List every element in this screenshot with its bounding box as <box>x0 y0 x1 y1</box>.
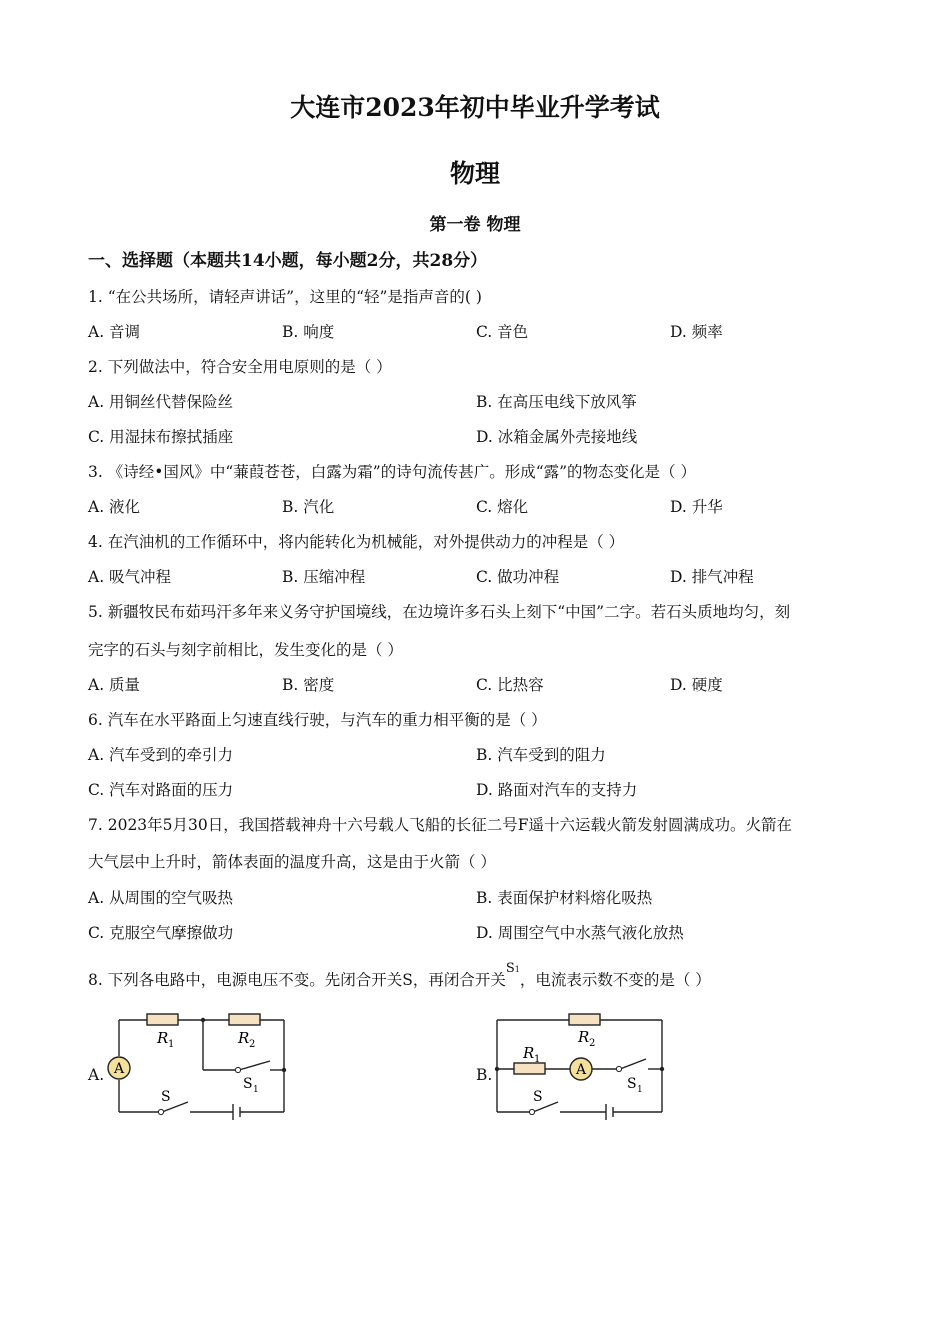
q8-switch-letter: S <box>505 961 515 976</box>
question-3-stem: 3. 《诗经•国风》中“蒹葭苍苍，白露为霜”的诗句流传甚广。形成“露”的物态变化是（ ） <box>88 463 696 481</box>
switch-s1-blade-a <box>239 1061 270 1070</box>
switch-s1-blade-b <box>620 1059 646 1069</box>
r1-sub-b: 1 <box>534 1054 541 1065</box>
q7-option-a: A. 从周围的空气吸热 <box>88 889 234 907</box>
question-5-stem-cont: 完字的石头与刻字前相比，发生变化的是（ ） <box>88 641 403 659</box>
q6-option-a: A. 汽车受到的牵引力 <box>88 746 234 764</box>
q6-option-d: D. 路面对汽车的支持力 <box>476 781 638 799</box>
r2-sub-b: 2 <box>589 1038 596 1049</box>
r1-sub-a: 1 <box>168 1039 175 1050</box>
q5-option-c: C. 比热容 <box>476 676 544 694</box>
q2-option-c: C. 用湿抹布擦拭插座 <box>88 428 234 446</box>
q2-option-d: D. 冰箱金属外壳接地线 <box>476 428 638 446</box>
q6-option-c: C. 汽车对路面的压力 <box>88 781 234 799</box>
q5-option-d: D. 硬度 <box>670 676 723 694</box>
q4-option-c: C. 做功冲程 <box>476 568 560 586</box>
q4-option-b: B. 压缩冲程 <box>282 568 366 586</box>
q5-option-a: A. 质量 <box>88 676 141 694</box>
q3-option-a: A. 液化 <box>88 498 141 516</box>
exam-title: 大连市2023年初中毕业升学考试 <box>290 93 660 122</box>
section-heading: 一、选择题（本题共14小题，每小题2分，共28分） <box>88 251 488 271</box>
question-7-stem: 7. 2023年5月30日，我国搭载神舟十六号载人飞船的长征二号F遥十六运载火箭发射圆满成功。火箭在 <box>88 816 793 834</box>
q1-option-a: A. 音调 <box>88 323 141 341</box>
r1-label-b: R <box>523 1044 535 1062</box>
question-7-stem-cont: 大气层中上升时，箭体表面的温度升高，这是由于火箭（ ） <box>88 853 496 871</box>
circuit-diagram-a <box>100 1005 300 1125</box>
resistor-r2-b <box>569 1014 600 1025</box>
q7-option-c: C. 克服空气摩擦做功 <box>88 924 234 942</box>
question-5-stem: 5. 新疆牧民布茹玛汗多年来义务守护国境线，在边境许多石头上刻下“中国”二字。若石头质地均匀，刻 <box>88 603 791 621</box>
q3-option-b: B. 汽化 <box>282 498 335 516</box>
q8-switch-symbol <box>506 961 520 976</box>
q3-option-c: C. 熔化 <box>476 498 529 516</box>
q2-option-a: A. 用铜丝代替保险丝 <box>88 393 234 411</box>
q4-option-d: D. 排气冲程 <box>670 568 754 586</box>
question-8-stem <box>88 961 711 990</box>
q6-option-b: B. 汽车受到的阻力 <box>476 746 606 764</box>
q2-option-b: B. 在高压电线下放风筝 <box>476 393 637 411</box>
q8-option-b-label: B. <box>476 1066 493 1084</box>
s1-sub-a: 1 <box>253 1085 259 1095</box>
q3-option-d: D. 升华 <box>670 498 723 516</box>
q1-option-c: C. 音色 <box>476 323 529 341</box>
q8-stem-part1: 8. 下列各电路中，电源电压不变。先闭合开关S，再闭合开关 <box>88 971 506 989</box>
s-label-a: S <box>161 1089 171 1105</box>
q1-option-b: B. 响度 <box>282 323 335 341</box>
circuit-diagram-b <box>490 1005 670 1125</box>
question-2-stem: 2. 下列做法中，符合安全用电原则的是（ ） <box>88 358 392 376</box>
s-label-b: S <box>533 1089 543 1105</box>
q7-option-b: B. 表面保护材料熔化吸热 <box>476 889 653 907</box>
s1-label-a: S <box>243 1076 253 1092</box>
resistor-r2-a <box>229 1014 260 1025</box>
question-4-stem: 4. 在汽油机的工作循环中，将内能转化为机械能，对外提供动力的冲程是（ ） <box>88 533 625 551</box>
r1-label-a: R <box>157 1029 169 1047</box>
q8-option-a-label: A. <box>88 1066 105 1084</box>
q5-option-b: B. 密度 <box>282 676 335 694</box>
question-6-stem: 6. 汽车在水平路面上匀速直线行驶，与汽车的重力相平衡的是（ ） <box>88 711 547 729</box>
resistor-r1-a <box>147 1014 178 1025</box>
q1-option-d: D. 频率 <box>670 323 723 341</box>
ammeter-label-a: A <box>113 1061 125 1077</box>
q7-option-d: D. 周围空气中水蒸气液化放热 <box>476 924 684 942</box>
q8-stem-part2: ，电流表示数不变的是（ ） <box>519 971 711 989</box>
q8-switch-subscript: 1 <box>514 965 520 974</box>
question-1-stem: 1. “在公共场所，请轻声讲话”，这里的“轻”是指声音的( ) <box>88 288 482 306</box>
subject-title: 物理 <box>449 159 500 188</box>
r2-label-a: R <box>238 1029 250 1047</box>
r2-sub-a: 2 <box>249 1039 256 1050</box>
s1-sub-b: 1 <box>637 1085 643 1095</box>
q4-option-a: A. 吸气冲程 <box>88 568 172 586</box>
s1-label-b: S <box>627 1076 637 1092</box>
r2-label-b: R <box>578 1028 590 1046</box>
ammeter-label-b: A <box>575 1062 587 1078</box>
volume-title: 第一卷 物理 <box>429 215 521 235</box>
